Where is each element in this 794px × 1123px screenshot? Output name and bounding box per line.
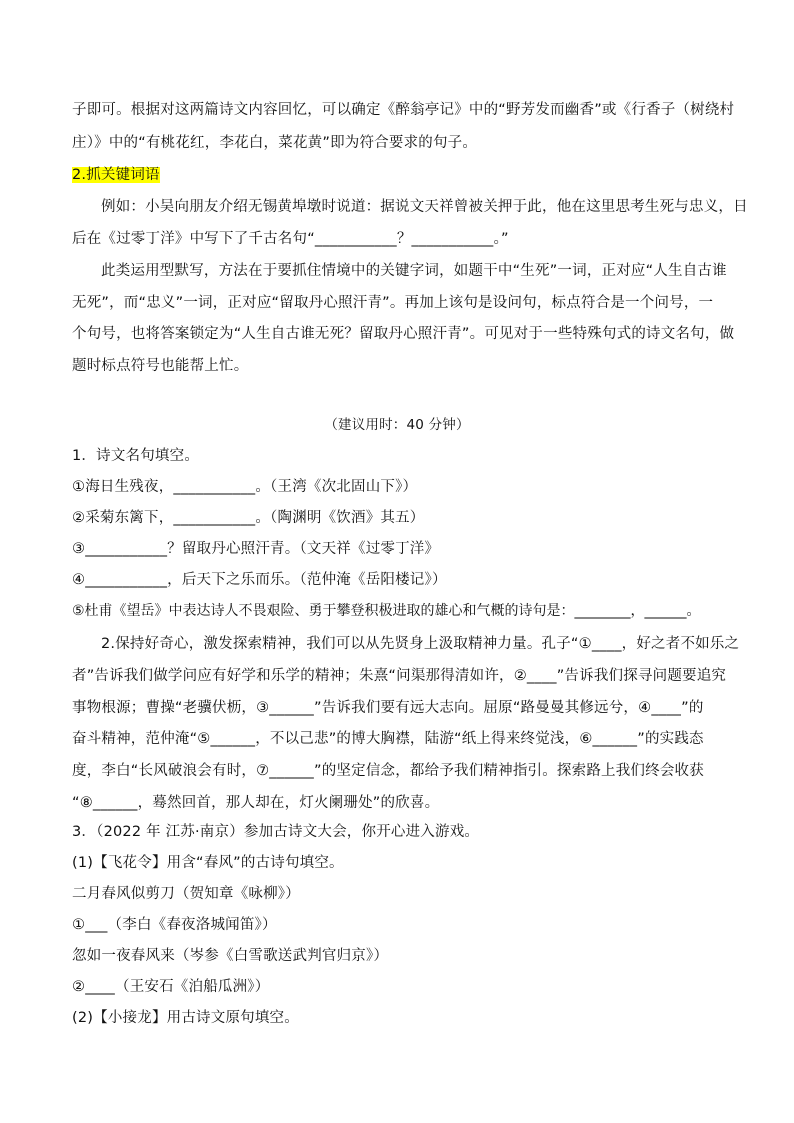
- q2-line-5: 度，李白“长风破浪会有时，⑦______”的坚定信念，都给予我们精神指引。探索路上我们终会收获: [72, 763, 704, 779]
- q3-line-3: 忽如一夜春风来（岑参《白雪歌送武判官归京》）: [72, 948, 389, 964]
- time-note: （建议用时：40 分钟）: [324, 417, 470, 433]
- explain-line-2: 无死”，而“忠义”一词，正对应“留取丹心照汗青”。再加上该句是设问句，标点符合是一个问号，一: [72, 295, 714, 311]
- section-heading: [72, 165, 160, 185]
- q3-line-2: ①___（李白《春夜洛城闻笛》）: [72, 917, 277, 933]
- q2-line-2: 者”告诉我们做学问应有好学和乐学的精神；朱熹“问渠那得清如许，②____”告诉我们探寻问题要追究: [72, 668, 727, 684]
- q1-item-1: ①海日生残夜，___________。（王湾《次北固山下》）: [72, 479, 418, 495]
- intro-line-2: 庄）》中的“有桃花红，李花白，菜花黄”即为符合要求的句子。: [72, 135, 478, 151]
- explain-line-4: 题时标点符号也能帮上忙。: [72, 358, 249, 374]
- explain-line-3: 个句号，也将答案锁定为“人生自古谁无死？留取丹心照汗青”。可见对于一些特殊句式的诗文名句，做: [72, 326, 735, 342]
- q1-item-4: ④___________，后天下之乐而乐。（范仲淹《岳阳楼记》）: [72, 572, 447, 588]
- q2-line-6: “⑧______，蓦然回首，那人却在，灯火阑珊处”的欣喜。: [72, 795, 440, 811]
- q3-part-1: (1)【飞花令】用含“春风”的古诗句填空。: [72, 855, 344, 871]
- section-heading-text: 2.抓关键词语: [72, 167, 160, 183]
- q3-line-4: ②____（王安石《泊船瓜洲》）: [72, 979, 270, 995]
- q1-title: 1．诗文名句填空。: [72, 448, 200, 464]
- q3-title: 3．（2022 年 江苏·南京）参加古诗文大会，你开心进入游戏。: [72, 824, 480, 840]
- q2-line-3: 事物根源；曹操“老骥伏枥，③______”告诉我们要有远大志向。屈原“路曼曼其修远兮，④____”的: [72, 700, 704, 716]
- explain-line-1: 此类运用型默写，方法在于要抓住情境中的关键字词，如题干中“生死”一词，正对应“人生自古谁: [101, 263, 727, 279]
- q1-item-3: ③___________？留取丹心照汗青。（文天祥《过零丁洋》: [72, 541, 440, 557]
- example-line-2: 后在《过零丁洋》中写下了千古名句“___________？___________。”: [72, 231, 509, 247]
- q3-line-1: 二月春风似剪刀（贺知章《咏柳》）: [72, 886, 300, 902]
- intro-line-1: 子即可。根据对这两篇诗文内容回忆，可以确定《醉翁亭记》中的“野芳发而幽香”或《行香子（树绕村: [72, 102, 735, 118]
- q2-line-1: 2.保持好奇心，激发探索精神，我们可以从先贤身上汲取精神力量。孔子“①____，好之者不如乐之: [101, 636, 740, 652]
- example-line-1: 例如：小吴向朋友介绍无锡黄埠墩时说道：据说文天祥曾被关押于此，他在这里思考生死与忠义，日: [101, 199, 748, 215]
- q1-item-5: ⑤杜甫《望岳》中表达诗人不畏艰险、勇于攀登积极进取的雄心和气概的诗句是：________，______。: [72, 603, 701, 619]
- q2-line-4: 奋斗精神，范仲淹“⑤______，不以己悲”的博大胸襟，陆游“纸上得来终觉浅，⑥______”的实践态: [72, 731, 704, 747]
- q3-part-2: (2)【小接龙】用古诗文原句填空。: [72, 1010, 299, 1026]
- q1-item-2: ②采菊东篱下，___________。（陶渊明《饮酒》其五）: [72, 510, 425, 526]
